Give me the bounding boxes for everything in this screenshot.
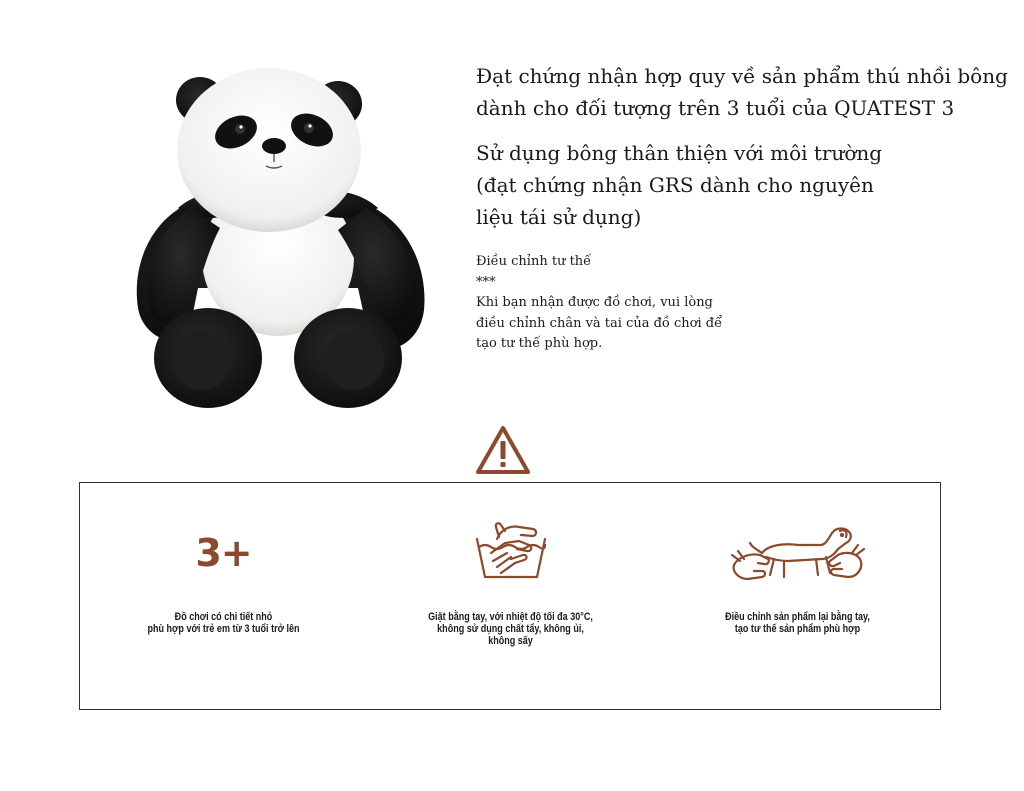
care-caption-wash (393, 611, 628, 647)
certification-quatest-text: Đạt chứng nhận hợp quy về sản phẩm thú nhồi bông dành cho đối tượng trên 3 tuổi của QUATEST 3 (476, 64, 1008, 120)
care-caption-line: tạo tư thế sản phẩm phù hợp (734, 623, 861, 635)
care-caption-line: Đồ chơi có chi tiết nhỏ (174, 611, 273, 623)
care-caption-line: Giặt bằng tay, với nhiệt độ tối đa 30°C, (428, 611, 593, 623)
age-3-plus-icon: 3+ (195, 531, 252, 575)
care-caption-adjust (680, 611, 915, 635)
pose-note-line: điều chỉnh chân và tai của đồ chơi để (476, 315, 723, 331)
care-caption-line: không sấy (488, 635, 533, 647)
care-caption-line: không sử dụng chất tẩy, không ủi, (437, 623, 584, 635)
pose-note (476, 252, 736, 355)
warning-triangle-icon (474, 424, 532, 476)
care-instructions-box (79, 482, 941, 710)
care-caption-age (106, 611, 341, 635)
care-item-adjust (654, 483, 941, 709)
care-item-age (80, 483, 367, 709)
care-caption-line: phù hợp với trẻ em từ 3 tuổi trở lên (147, 623, 300, 635)
pose-note-line: Khi bạn nhận được đồ chơi, vui lòng (476, 295, 713, 310)
pose-note-line: tạo tư thế phù hợp. (476, 336, 603, 351)
adjust-pose-hands-icon (728, 519, 868, 585)
pose-note-title: Điều chỉnh tư thế (476, 254, 592, 269)
pose-note-separator: *** (476, 274, 496, 290)
hand-wash-icon (471, 519, 551, 585)
panda-plush-image (128, 58, 438, 418)
certification-grs-text: Sử dụng bông thân thiện với môi trường (đạt chứng nhận GRS dành cho nguyên liệu tái sử dụng) (476, 141, 883, 229)
care-caption-line: Điều chỉnh sản phẩm lại bằng tay, (725, 611, 870, 623)
care-item-wash (367, 483, 654, 709)
